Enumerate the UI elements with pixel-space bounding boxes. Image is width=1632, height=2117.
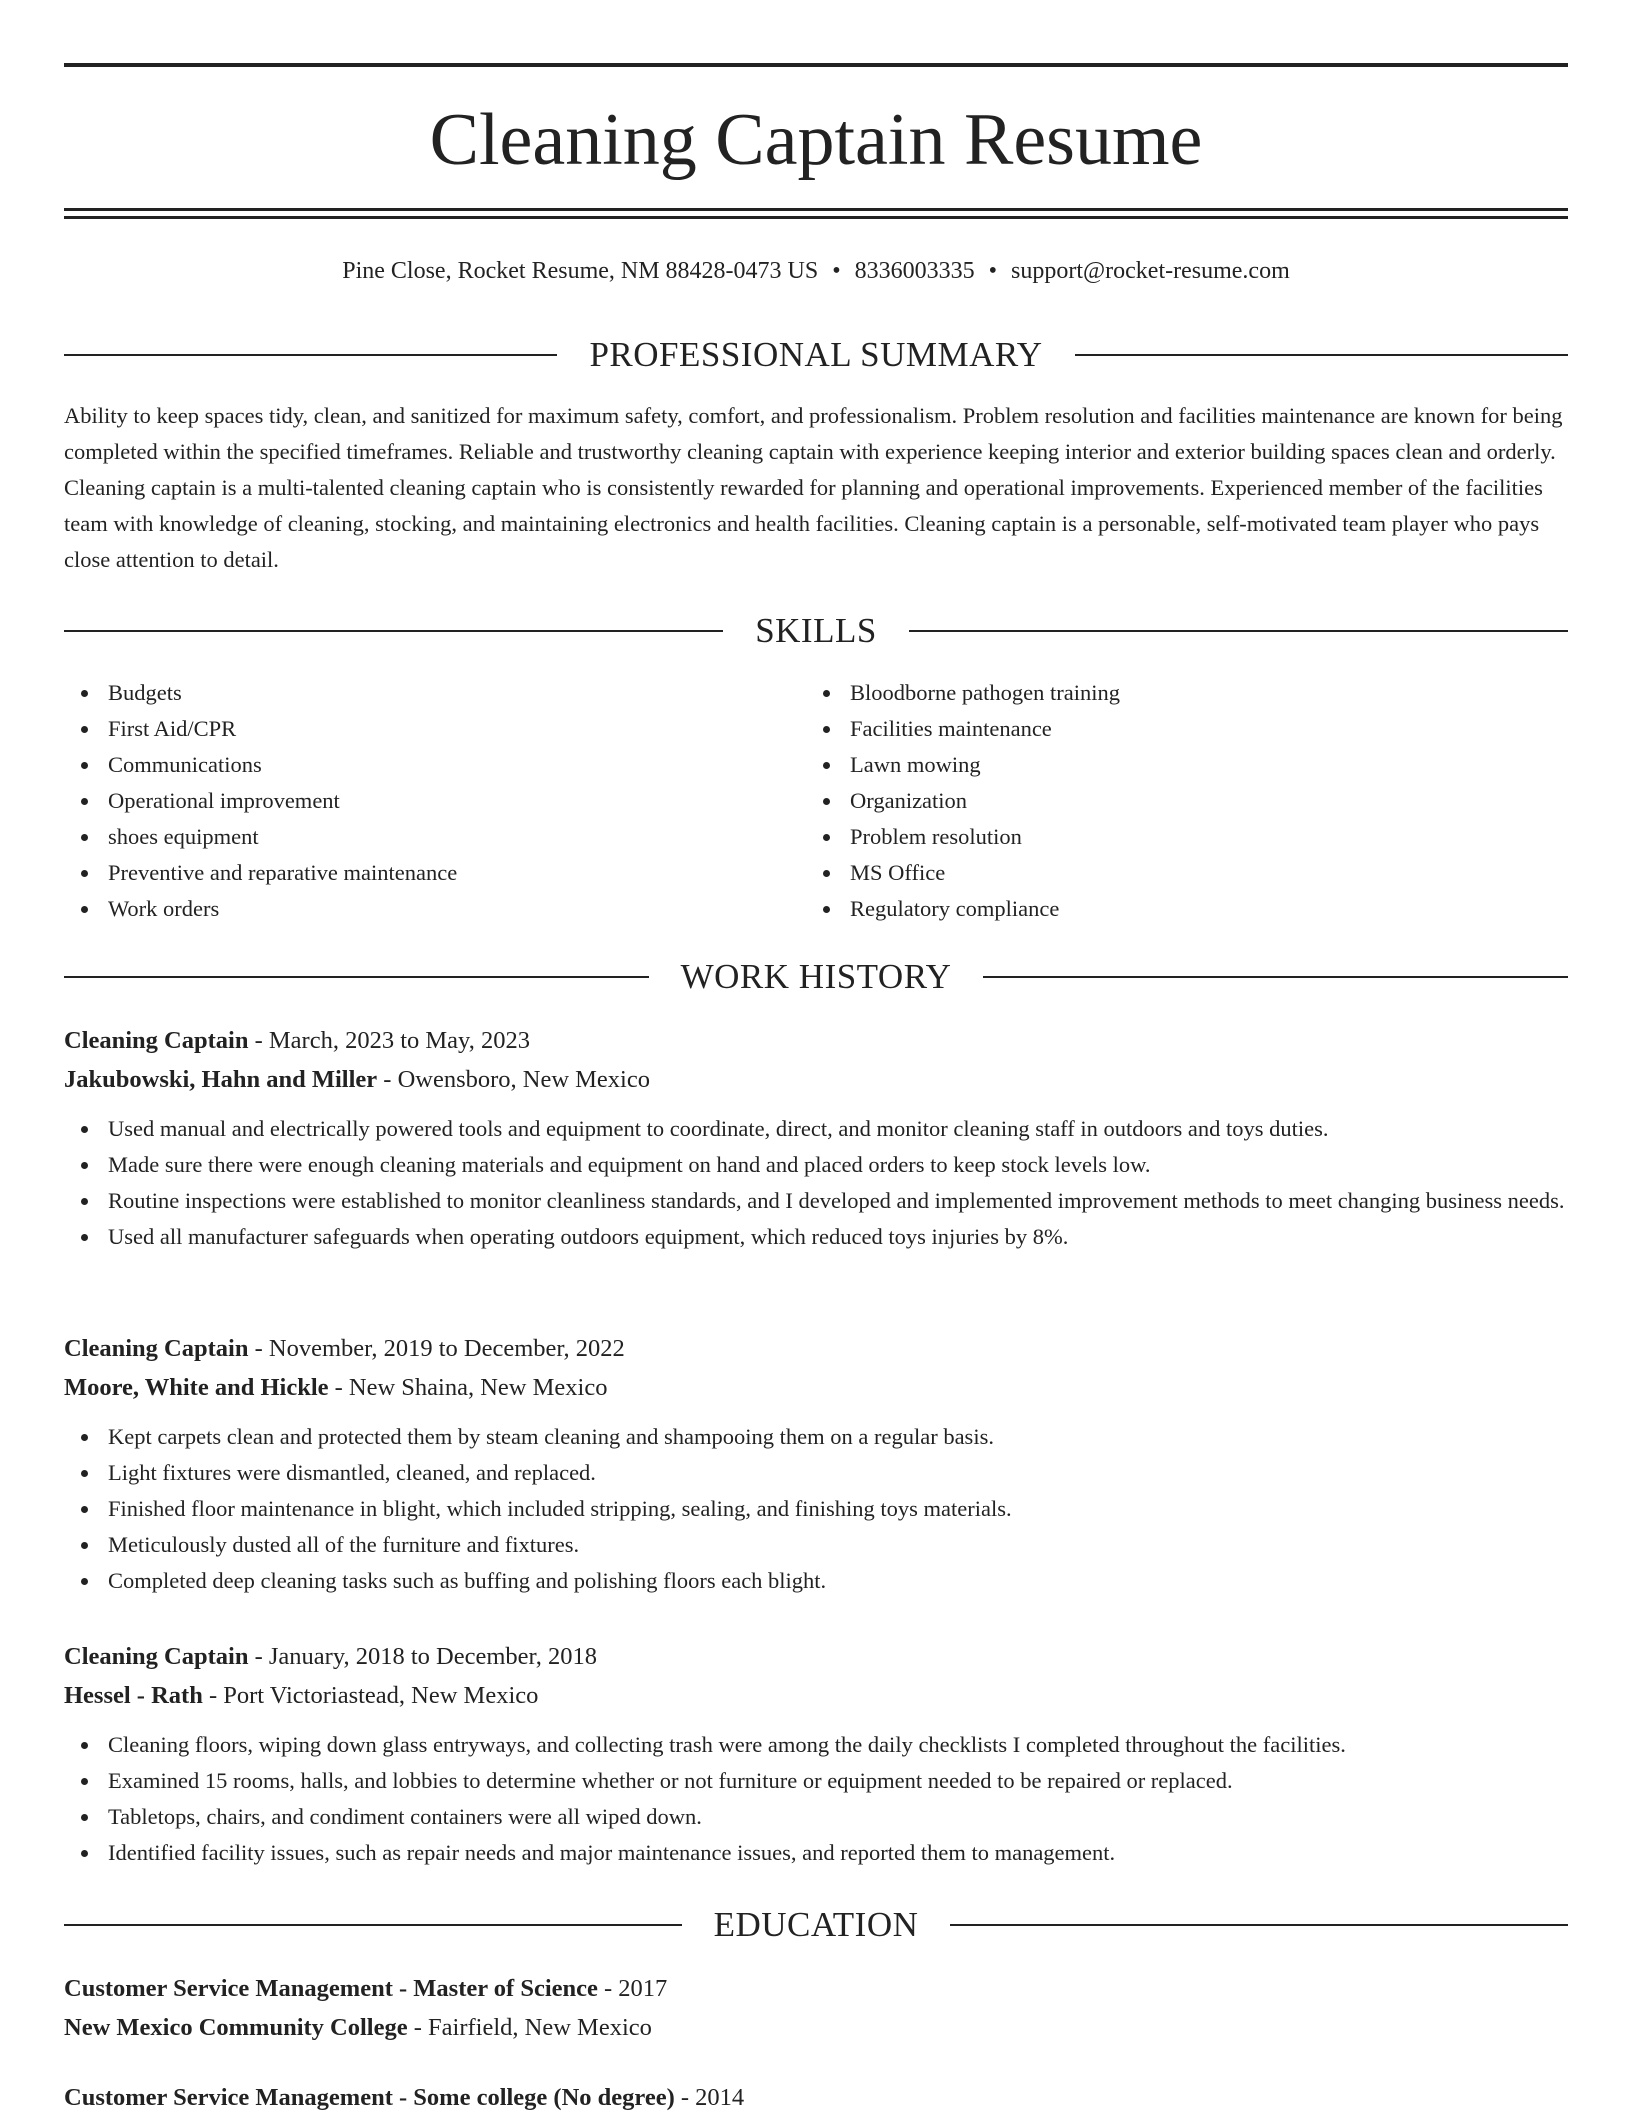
job-company-line: Hessel - Rath - Port Victoriastead, New Mexico xyxy=(64,1682,539,1709)
skill-item: Lawn mowing xyxy=(806,747,1506,783)
skill-item: First Aid/CPR xyxy=(64,711,764,747)
contact-separator: • xyxy=(988,258,998,284)
section-title-summary: PROFESSIONAL SUMMARY xyxy=(589,335,1043,374)
skill-item: Facilities maintenance xyxy=(806,711,1506,747)
job-bullet: Finished floor maintenance in blight, which included stripping, sealing, and finishing toys materials. xyxy=(64,1491,1568,1527)
job-bullet: Used manual and electrically powered tools and equipment to coordinate, direct, and monitor cleaning staff in outdoors and toys duties. xyxy=(64,1111,1568,1147)
job-bullet: Used all manufacturer safeguards when operating outdoors equipment, which reduced toys injuries by 8%. xyxy=(64,1219,1568,1255)
skill-item: MS Office xyxy=(806,855,1506,891)
job-bullet: Examined 15 rooms, halls, and lobbies to determine whether or not furniture or equipment needed to be repaired or replaced. xyxy=(64,1763,1568,1799)
job-company: Moore, White and Hickle xyxy=(64,1374,329,1401)
education-location: Fairfield, New Mexico xyxy=(428,2014,652,2041)
job-title-line: Cleaning Captain - January, 2018 to December, 2018 xyxy=(64,1643,597,1670)
summary-text: Ability to keep spaces tidy, clean, and sanitized for maximum safety, comfort, and professionalism. Problem resolution and facilities maintenance are known for being completed within the specified timeframes. Reliable and trustworthy cleaning captain with experience keeping interior and exterior building spaces clean and orderly. Cleaning captain is a multi-talented cleaning captain who is consistently rewarded for planning and operational improvements. Experienced member of the facilities team with knowledge of cleaning, stocking, and maintaining electronics and health facilities. Cleaning captain is a personable, self-motivated team player who pays close attention to detail. xyxy=(64,403,1563,572)
education-entry xyxy=(64,1969,1568,2047)
skill-item: Bloodborne pathogen training xyxy=(806,675,1506,711)
section-header-summary xyxy=(64,333,1568,377)
job-location: Port Victoriastead, New Mexico xyxy=(223,1682,539,1709)
section-title-education: EDUCATION xyxy=(713,1905,919,1944)
contact-separator: • xyxy=(832,258,841,284)
job-dates: November, 2019 to December, 2022 xyxy=(268,1335,625,1362)
job-bullet: Completed deep cleaning tasks such as buffing and polishing floors each blight. xyxy=(64,1563,1568,1599)
contact-line xyxy=(64,254,1568,288)
header-bottom-rule-2 xyxy=(64,216,1568,219)
header-bottom-rule-1 xyxy=(64,208,1568,211)
job-company: Hessel - Rath xyxy=(64,1682,203,1709)
skills-list-right xyxy=(806,675,1506,927)
job-dates: January, 2018 to December, 2018 xyxy=(268,1643,597,1670)
job-title: Cleaning Captain xyxy=(64,1335,249,1362)
job-bullet: Meticulously dusted all of the furniture and fixtures. xyxy=(64,1527,1568,1563)
contact-phone: 8336003335 xyxy=(854,258,975,284)
skill-item: Communications xyxy=(64,747,764,783)
skill-item: Problem resolution xyxy=(806,819,1506,855)
education-field: Customer Service Management xyxy=(64,1975,393,2002)
job-company-line: Moore, White and Hickle - New Shaina, New Mexico xyxy=(64,1374,608,1401)
education-year: 2017 xyxy=(618,1975,668,2002)
job-title-line: Cleaning Captain - November, 2019 to December, 2022 xyxy=(64,1335,625,1362)
skill-item: Budgets xyxy=(64,675,764,711)
section-header-skills xyxy=(64,609,1568,653)
job-bullet: Cleaning floors, wiping down glass entryways, and collecting trash were among the daily checklists I completed throughout the facilities. xyxy=(64,1727,1568,1763)
skill-item: Work orders xyxy=(64,891,764,927)
divider-line xyxy=(950,1924,1568,1926)
contact-email: support@rocket-resume.com xyxy=(1011,258,1290,284)
job-title: Cleaning Captain xyxy=(64,1027,249,1054)
skill-item: shoes equipment xyxy=(64,819,764,855)
skill-item: Organization xyxy=(806,783,1506,819)
divider-line xyxy=(983,976,1568,978)
divider-line xyxy=(64,1924,682,1926)
job-location: New Shaina, New Mexico xyxy=(348,1374,608,1401)
job-bullet: Tabletops, chairs, and condiment containers were all wiped down. xyxy=(64,1799,1568,1835)
skill-item: Regulatory compliance xyxy=(806,891,1506,927)
job-company-line: Jakubowski, Hahn and Miller - Owensboro, New Mexico xyxy=(64,1066,650,1093)
header-top-rule xyxy=(64,63,1568,67)
job-entry xyxy=(64,1329,1568,1599)
skill-item: Operational improvement xyxy=(64,783,764,819)
education-entry xyxy=(64,2078,1568,2117)
job-title-line: Cleaning Captain - March, 2023 to May, 2023 xyxy=(64,1027,530,1054)
section-title-skills: SKILLS xyxy=(755,611,877,650)
education-school: New Mexico Community College xyxy=(64,2014,408,2041)
section-header-work xyxy=(64,955,1568,999)
job-title: Cleaning Captain xyxy=(64,1643,249,1670)
job-bullet: Made sure there were enough cleaning materials and equipment on hand and placed orders to keep stock levels low. xyxy=(64,1147,1568,1183)
job-dates: March, 2023 to May, 2023 xyxy=(268,1027,530,1054)
job-entry xyxy=(64,1637,1568,1871)
job-location: Owensboro, New Mexico xyxy=(397,1066,650,1093)
education-degree: Master of Science xyxy=(413,1975,598,2002)
divider-line xyxy=(1075,354,1568,356)
section-header-education xyxy=(64,1903,1568,1947)
job-company: Jakubowski, Hahn and Miller xyxy=(64,1066,378,1093)
contact-address: Pine Close, Rocket Resume, NM 88428-0473 US xyxy=(342,258,819,284)
skill-item: Preventive and reparative maintenance xyxy=(64,855,764,891)
divider-line xyxy=(64,630,723,632)
job-bullet: Routine inspections were established to monitor cleanliness standards, and I developed and implemented improvement methods to meet changing business needs. xyxy=(64,1183,1568,1219)
job-bullet: Kept carpets clean and protected them by steam cleaning and shampooing them on a regular basis. xyxy=(64,1419,1568,1455)
job-bullets xyxy=(64,1111,1568,1255)
job-bullet: Light fixtures were dismantled, cleaned, and replaced. xyxy=(64,1455,1568,1491)
job-entry xyxy=(64,1021,1568,1255)
education-school-line: New Mexico Community College - Fairfield, New Mexico xyxy=(64,2014,652,2041)
skills-list-left xyxy=(64,675,764,927)
job-bullets xyxy=(64,1727,1568,1871)
education-degree: Some college (No degree) xyxy=(413,2084,675,2111)
divider-line xyxy=(64,976,649,978)
resume-title: Cleaning Captain Resume xyxy=(429,99,1203,181)
job-bullet: Identified facility issues, such as repair needs and major maintenance issues, and reported them to management. xyxy=(64,1835,1568,1871)
job-bullets xyxy=(64,1419,1568,1599)
education-degree-line: Customer Service Management - Master of Science - 2017 xyxy=(64,1975,668,2002)
section-title-work: WORK HISTORY xyxy=(680,957,952,996)
education-field: Customer Service Management xyxy=(64,2084,393,2111)
divider-line xyxy=(909,630,1568,632)
education-degree-line: Customer Service Management - Some college (No degree) - 2014 xyxy=(64,2084,745,2111)
education-year: 2014 xyxy=(695,2084,745,2111)
divider-line xyxy=(64,354,557,356)
